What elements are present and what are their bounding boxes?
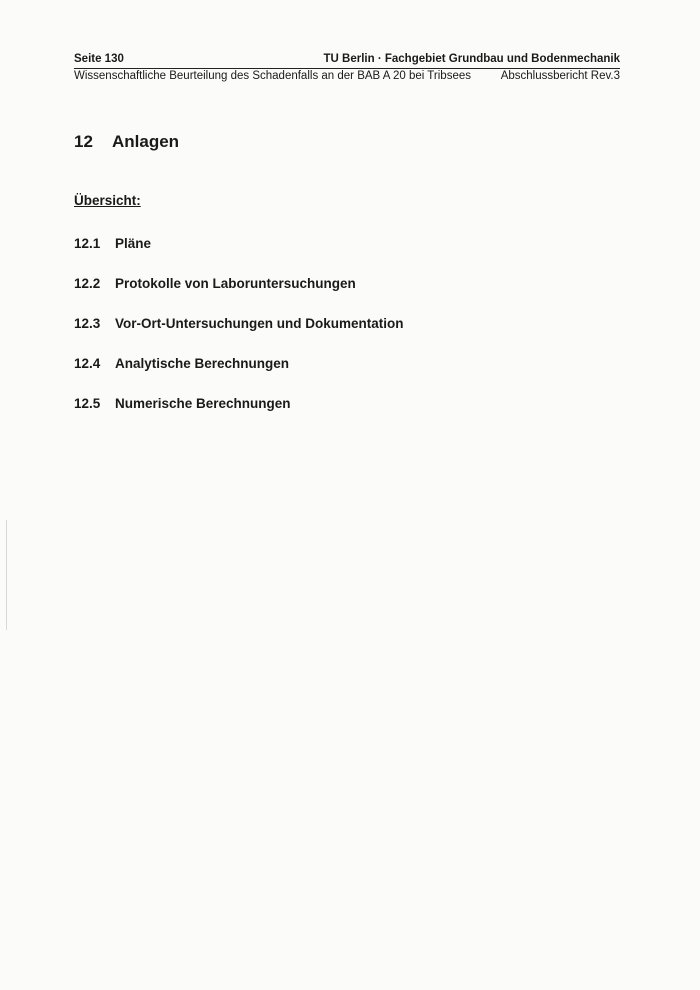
appendix-item bbox=[74, 236, 404, 276]
appendix-item-title: Vor-Ort-Untersuchungen und Dokumentation bbox=[115, 316, 404, 331]
appendix-item-title: Analytische Berechnungen bbox=[115, 356, 290, 371]
appendix-list bbox=[74, 236, 404, 436]
header-subject: Wissenschaftliche Beurteilung des Schadenfalls an der BAB A 20 bei Tribsees bbox=[74, 70, 471, 82]
appendix-item-number: 12.2 bbox=[74, 276, 101, 291]
page-header-bottom bbox=[74, 70, 620, 86]
page-number: Seite 130 bbox=[74, 53, 124, 65]
chapter-title: Anlagen bbox=[112, 132, 180, 151]
page-header-top bbox=[74, 53, 620, 69]
header-organization: TU Berlin · Fachgebiet Grundbau und Bodenmechanik bbox=[323, 53, 620, 65]
scan-edge-mark bbox=[6, 520, 7, 630]
appendix-item bbox=[74, 316, 404, 356]
appendix-item bbox=[74, 356, 404, 396]
chapter-heading bbox=[74, 132, 179, 152]
appendix-item-number: 12.4 bbox=[74, 356, 101, 371]
header-divider bbox=[74, 68, 620, 69]
appendix-item-number: 12.1 bbox=[74, 236, 101, 251]
overview-heading: Übersicht: bbox=[74, 193, 141, 208]
appendix-item-title: Protokolle von Laboruntersuchungen bbox=[115, 276, 356, 291]
appendix-item bbox=[74, 276, 404, 316]
appendix-item-title: Numerische Berechnungen bbox=[115, 396, 291, 411]
header-report-revision: Abschlussbericht Rev.3 bbox=[500, 70, 620, 82]
chapter-number: 12 bbox=[74, 132, 93, 151]
appendix-item-number: 12.3 bbox=[74, 316, 101, 331]
appendix-item-number: 12.5 bbox=[74, 396, 101, 411]
appendix-item-title: Pläne bbox=[115, 236, 152, 251]
appendix-item bbox=[74, 396, 404, 436]
